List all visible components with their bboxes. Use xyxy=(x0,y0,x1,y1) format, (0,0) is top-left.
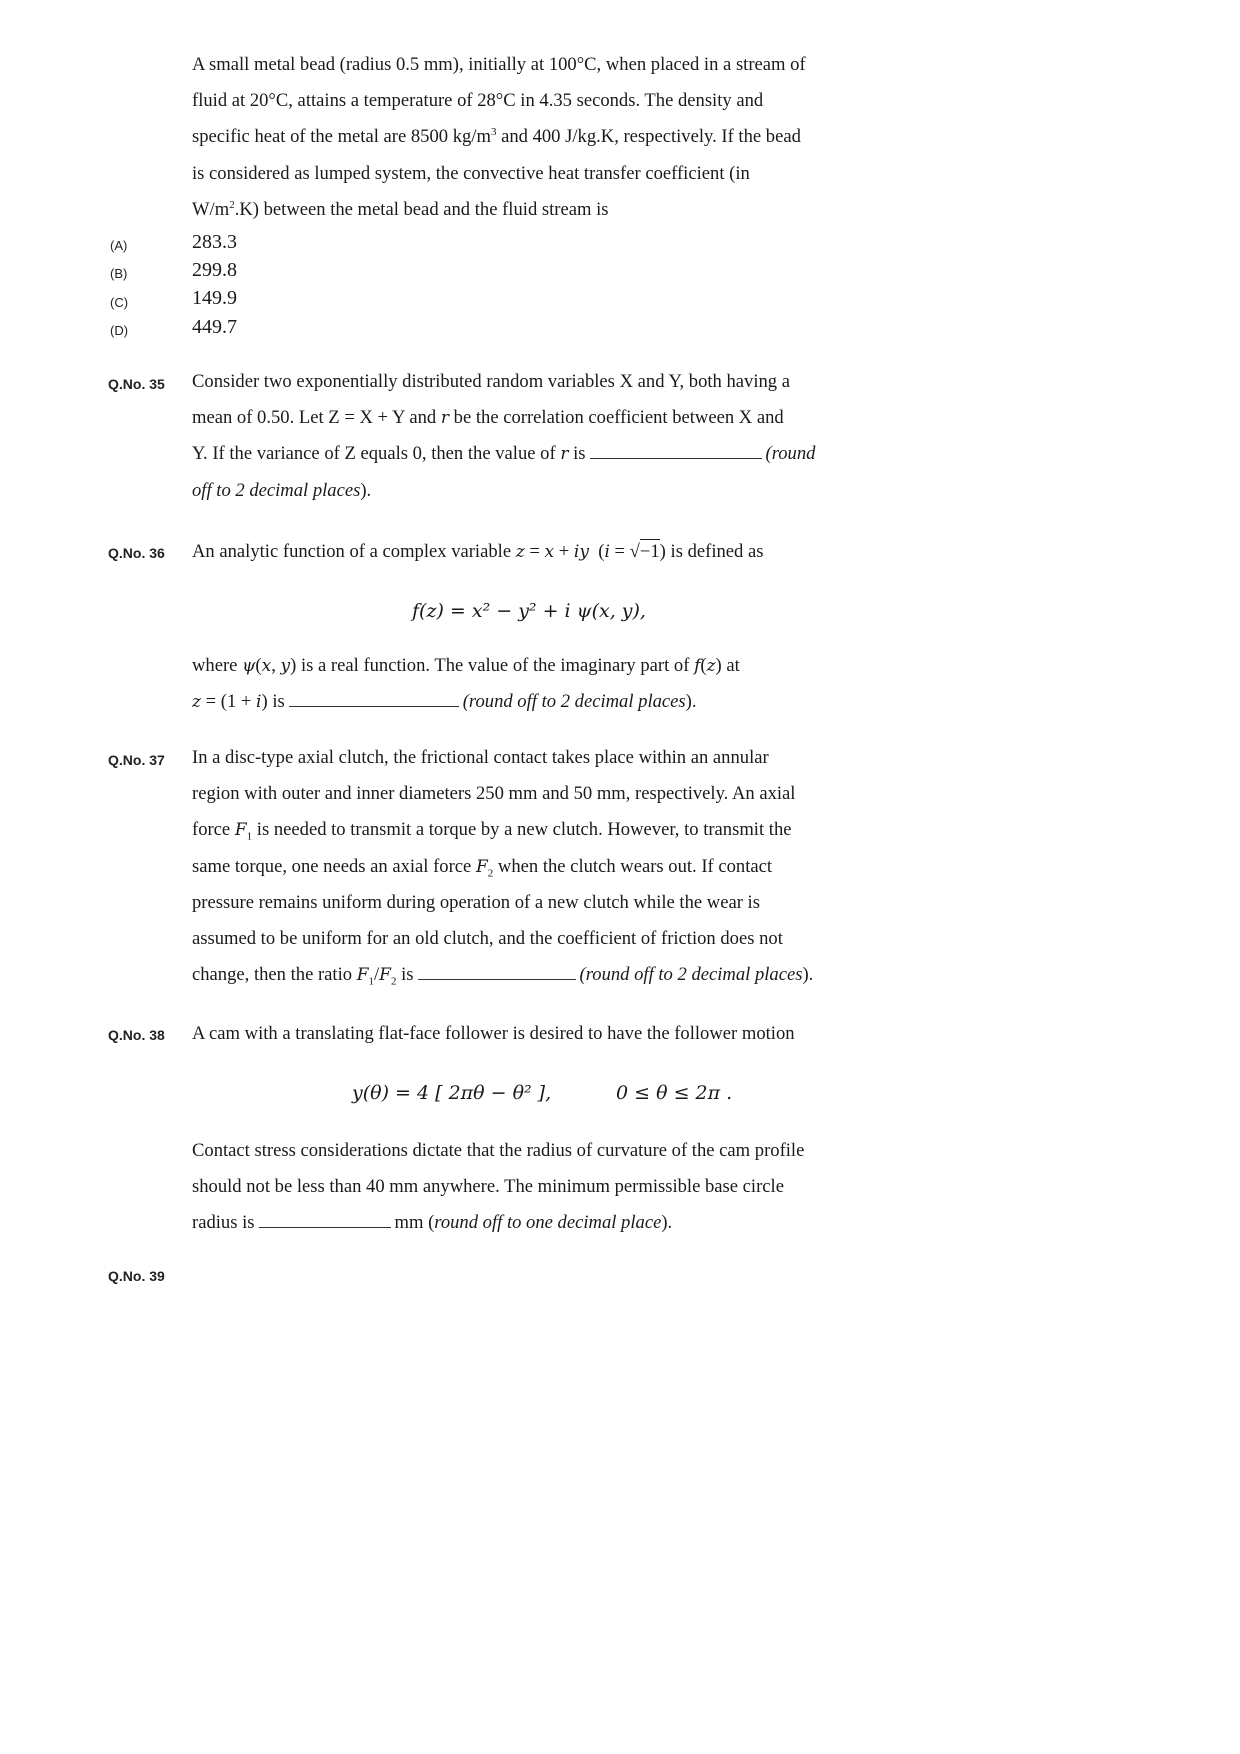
q34-stem: A small metal bead (radius 0.5 mm), initially at 100°C, when placed in a stream of fluid at 20°C, attains a temperature of 28°C in 4.35 seconds. The density and specific heat of the metal are 8500 $kg/m^3$ and 400 J/kg.K, respectively. If the bead is considered as lumped system, the convective heat transfer coefficient (in $W/m^2.K$) between the metal bead and the fluid stream is xyxy=(192,54,806,220)
option-a-label: (A) xyxy=(110,238,128,253)
q36-stem-l1: An analytic function of a complex variable z = x + iy (i = √−1) is defined as xyxy=(192,541,764,562)
q38-stem-l1: A cam with a translating flat-face follower is desired to have the follower motion xyxy=(192,1023,795,1044)
question-number-37: Q.No. 37 xyxy=(108,752,165,768)
q36-equation: f(z) = x² − y² + i ψ(x, y), xyxy=(412,600,646,622)
answer-blank xyxy=(289,705,459,707)
q37-stem: In a disc-type axial clutch, the frictional contact takes place within an annular region with outer and inner diameters 250 mm and 50 mm, respectively. An axial force $F_1$ is needed to transmit a torque by a new clutch. However, to transmit the same torque, one needs an axial force $F_2$ when the clutch wears out. If contact pressure remains uniform during operation of a new clutch while the wear is assumed to be uniform for an old clutch, and the coefficient of friction does not change, then the ratio $F_1/F_2$ is (round off to 2 decimal places). xyxy=(192,747,814,988)
question-number-38: Q.No. 38 xyxy=(108,1027,165,1043)
option-c-value: 149.9 xyxy=(192,287,237,309)
option-b-label: (B) xyxy=(110,266,128,281)
option-c-label: (C) xyxy=(110,295,129,310)
q38-equation: y(θ) = 4 [ 2πθ − θ² ], xyxy=(352,1082,552,1104)
answer-blank xyxy=(418,978,576,980)
q38-stem-l2: Contact stress considerations dictate that the radius of curvature of the cam profile should not be less than 40 mm anywhere. The minimum permissible base circle radius is mm (round off to one decimal place). xyxy=(192,1140,805,1234)
q35-stem: Consider two exponentially distributed random variables X and Y, both having a mean of 0.50. Let Z = X + Y and r be the correlation coefficient between X and Y. If the variance of Z equals 0, then the value of r is (round off to 2 decimal places). xyxy=(192,371,816,501)
option-d-value: 449.7 xyxy=(192,316,237,338)
option-b-value: 299.8 xyxy=(192,259,237,281)
answer-blank xyxy=(259,1226,391,1228)
option-a-value: 283.3 xyxy=(192,231,237,253)
option-d-label: (D) xyxy=(110,323,129,338)
question-number-36: Q.No. 36 xyxy=(108,545,165,561)
q36-stem-l2: where ψ(x, y) is a real function. The value of the imaginary part of f(z) at z = (1 + i) is (round off to 2 decimal places). xyxy=(192,655,740,713)
q38-equation-range: 0 ≤ θ ≤ 2π . xyxy=(616,1082,733,1104)
question-number-39: Q.No. 39 xyxy=(108,1268,165,1284)
answer-blank xyxy=(590,457,762,459)
question-number-35: Q.No. 35 xyxy=(108,376,165,392)
